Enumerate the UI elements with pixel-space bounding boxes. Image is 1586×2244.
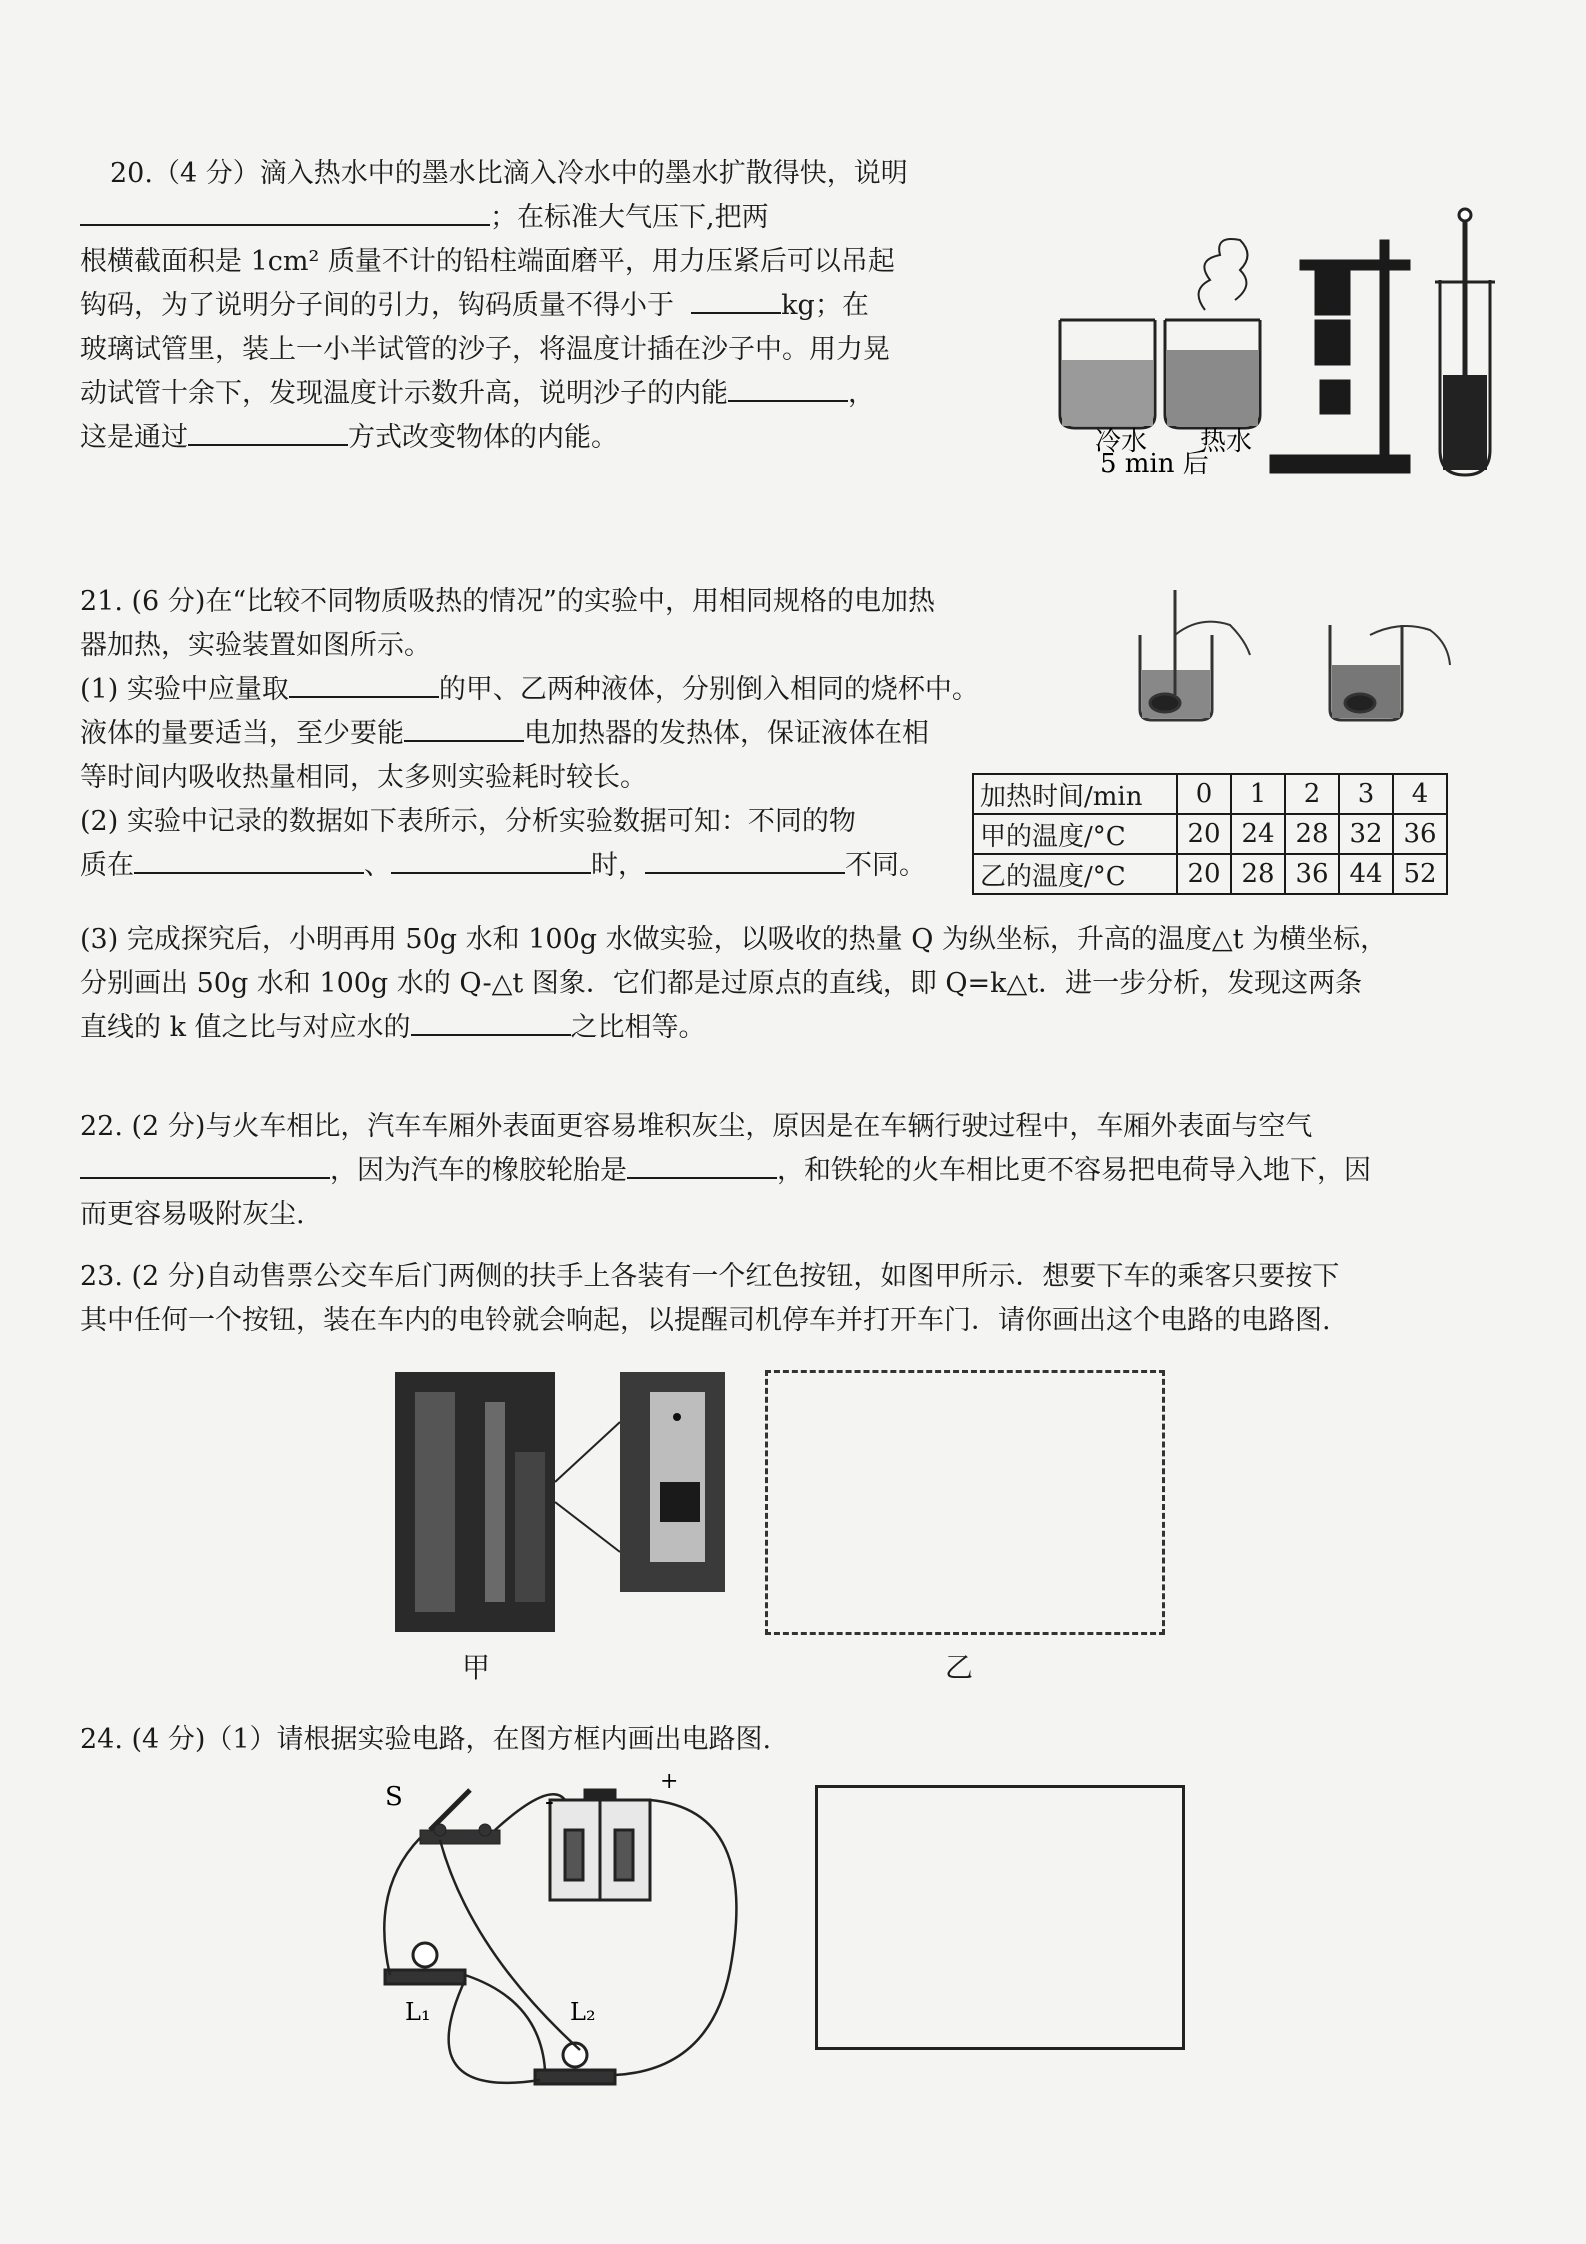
battery-minus-label: -: [545, 1787, 554, 1817]
q20-line6: 动试管十余下，发现温度计示数升高，说明沙子的内能 ，: [80, 372, 908, 416]
q20-label-time: 5 min 后: [1100, 449, 1209, 479]
q22-line2: ，因为汽车的橡胶轮胎是 ，和铁轮的火车相比更不容易把电荷导入地下，因: [80, 1149, 1371, 1193]
q20-line5: 玻璃试管里，装上一小半试管的沙子，将温度计插在沙子中。用力晃: [80, 334, 890, 365]
q24-line1: 24. (4 分)（1）请根据实验电路，在图方框内画出电路图.: [80, 1724, 772, 1755]
q21-line3: (1) 实验中应量取 的甲、乙两种液体，分别倒入相同的烧杯中。: [80, 668, 979, 712]
table-cell: 44: [1339, 854, 1393, 894]
q21-blank-3[interactable]: [134, 844, 364, 874]
q21-blank-2[interactable]: [404, 712, 524, 742]
q20-blank-4[interactable]: [188, 416, 348, 446]
table-cell: 1: [1231, 774, 1285, 814]
q23-line2: 其中任何一个按钮，装在车内的电铃就会响起，以提醒司机停车并打开车门．请你画出这个电路的电路图.: [80, 1305, 1331, 1336]
table-cell: 4: [1393, 774, 1447, 814]
table-cell: 20: [1177, 814, 1231, 854]
q21-line1: 21. (6 分)在“比较不同物质吸热的情况”的实验中，用相同规格的电加热: [80, 586, 935, 617]
question-20: [80, 152, 908, 460]
bulb-l2-label: L₂: [570, 1998, 596, 2026]
q20-line4: 钩码，为了说明分子间的引力，钩码质量不得小于 kg；在: [80, 284, 908, 328]
table-header-jia: 甲的温度/°C: [973, 814, 1177, 854]
q20-line1: 20.（4 分）滴入热水中的墨水比滴入冷水中的墨水扩散得快，说明: [110, 158, 908, 189]
bulb-l2: [535, 2043, 615, 2084]
battery: [550, 1790, 650, 1900]
q21-blank-5[interactable]: [645, 844, 845, 874]
q20-blank-3[interactable]: [728, 372, 848, 402]
q21-line4: 液体的量要适当，至少要能 电加热器的发热体，保证液体在相: [80, 712, 979, 756]
q20-line7: 这是通过 方式改变物体的内能。: [80, 416, 908, 460]
q22-line3: 而更容易吸附灰尘.: [80, 1199, 305, 1230]
lead-cylinder-stand: [1270, 240, 1410, 473]
table-row: [973, 774, 1447, 814]
table-header-yi: 乙的温度/°C: [973, 854, 1177, 894]
q21-line6: (2) 实验中记录的数据如下表所示，分析实验数据可知：不同的物: [80, 806, 856, 837]
q21-part3-line3: 直线的 k 值之比与对应水的 之比相等。: [80, 1006, 1387, 1050]
q21-part3-line1: (3) 完成探究后，小明再用 50g 水和 100g 水做实验，以吸收的热量 Q 为纵坐标，升高的温度△t 为横坐标，: [80, 924, 1388, 955]
q21-part3-line2: 分别画出 50g 水和 100g 水的 Q-△t 图象．它们都是过原点的直线，即 Q=k△t．进一步分析，发现这两条: [80, 968, 1363, 999]
table-cell: 28: [1285, 814, 1339, 854]
question-22: [80, 1105, 1371, 1237]
figure-caption-yi: 乙: [945, 1651, 974, 1684]
switch-s: [420, 1790, 500, 1844]
q20-blank-1[interactable]: [80, 196, 490, 226]
answer-box-circuit[interactable]: [815, 1785, 1185, 2050]
q20-label-cold: 冷水: [1095, 427, 1148, 457]
q21-figure: [1130, 585, 1470, 735]
heating-data-table: [972, 773, 1448, 895]
question-21-part-3: [80, 918, 1387, 1050]
table-cell: 36: [1285, 854, 1339, 894]
question-24: [80, 1718, 771, 1762]
figure-caption-jia: 甲: [462, 1651, 491, 1684]
q20-line2: ；在标准大气压下,把两: [80, 196, 908, 240]
q20-figure: [1040, 200, 1520, 490]
bus-button-photo: [395, 1372, 725, 1632]
answer-box-yi[interactable]: [765, 1370, 1165, 1635]
table-row: [973, 854, 1447, 894]
sand-test-tube: [1435, 209, 1495, 475]
table-cell: 0: [1177, 774, 1231, 814]
q20-label-hot: 热水: [1200, 427, 1253, 457]
q21-blank-1[interactable]: [289, 668, 439, 698]
beaker-a-heater: [1140, 590, 1250, 720]
table-header-time: 加热时间/min: [973, 774, 1177, 814]
question-23: [80, 1255, 1339, 1343]
q20-line3: 根横截面积是 1cm² 质量不计的铅柱端面磨平，用力压紧后可以吊起: [80, 246, 895, 277]
table-cell: 52: [1393, 854, 1447, 894]
bulb-l1: [385, 1943, 465, 1984]
q22-blank-2[interactable]: [627, 1149, 777, 1179]
table-cell: 28: [1231, 854, 1285, 894]
table-cell: 36: [1393, 814, 1447, 854]
q22-line1: 22. (2 分)与火车相比，汽车车厢外表面更容易堆积灰尘，原因是在车辆行驶过程中，车厢外表面与空气: [80, 1111, 1313, 1142]
q22-blank-1[interactable]: [80, 1149, 330, 1179]
q21-blank-6[interactable]: [411, 1006, 571, 1036]
bulb-l1-label: L₁: [405, 1998, 431, 2026]
question-21: [80, 580, 979, 888]
table-cell: 3: [1339, 774, 1393, 814]
table-row: [973, 814, 1447, 854]
q21-line5: 等时间内吸收热量相同，太多则实验耗时较长。: [80, 762, 647, 793]
table-cell: 20: [1177, 854, 1231, 894]
battery-plus-label: +: [660, 1770, 679, 1794]
table-cell: 24: [1231, 814, 1285, 854]
beaker-b-heater: [1330, 625, 1450, 720]
q21-line7: 质在 、 时， 不同。: [80, 844, 979, 888]
cold-water-beaker: [1060, 320, 1155, 428]
table-cell: 32: [1339, 814, 1393, 854]
q21-line2: 器加热，实验装置如图所示。: [80, 630, 431, 661]
switch-label: S: [385, 1782, 403, 1812]
table-cell: 2: [1285, 774, 1339, 814]
q23-line1: 23. (2 分)自动售票公交车后门两侧的扶手上各装有一个红色按钮，如图甲所示．想要下车的乘客只要按下: [80, 1261, 1340, 1292]
circuit-photo: [370, 1770, 770, 2110]
q21-blank-4[interactable]: [391, 844, 591, 874]
q20-blank-2[interactable]: [691, 284, 781, 314]
hot-water-beaker: [1165, 239, 1260, 428]
